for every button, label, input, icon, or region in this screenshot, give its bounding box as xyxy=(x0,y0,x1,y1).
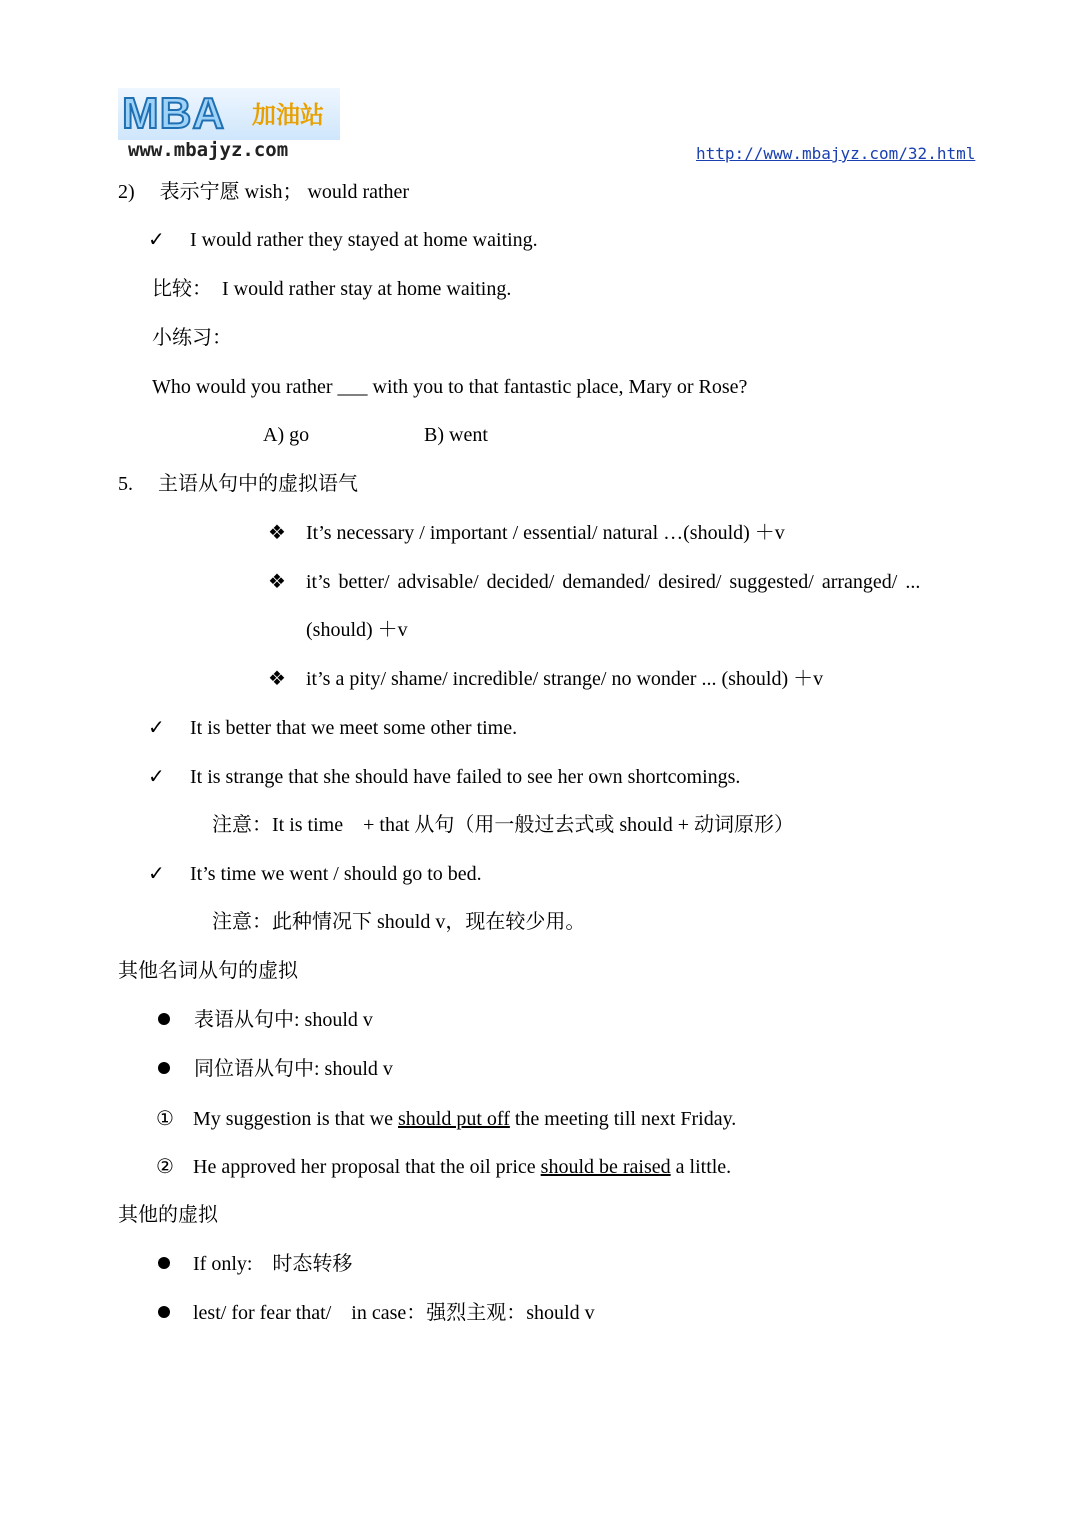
page-url-link[interactable]: http://www.mbajyz.com/32.html xyxy=(696,144,976,163)
check-icon: ✓ xyxy=(148,766,165,788)
sentence-part: the meeting till next Friday. xyxy=(509,1108,737,1130)
sentence-part: My suggestion is that we xyxy=(193,1108,398,1130)
underlined-phrase: should put off xyxy=(398,1108,510,1130)
bullet-item: lest/ for fear that/ in case：强烈主观：should v xyxy=(193,1302,595,1324)
example-sentence xyxy=(193,1155,731,1179)
diamond-bullet-icon: ❖ xyxy=(268,522,286,544)
sentence-part: a little. xyxy=(670,1156,732,1178)
sentence-part: He approved her proposal that the oil price xyxy=(193,1156,541,1178)
bullet-item: If only: 时态转移 xyxy=(193,1253,353,1275)
example-sentence: It is better that we meet some other time. xyxy=(190,717,518,739)
logo-cn-text: 加油站 xyxy=(252,101,324,129)
section-heading: 其他的虚拟 xyxy=(118,1204,218,1226)
section-heading: 2) 表示宁愿 wish； would rather xyxy=(118,181,410,203)
exercise-question: Who would you rather ___ with you to that fantastic place, Mary or Rose? xyxy=(152,376,748,398)
option-b: B) went xyxy=(424,424,488,446)
example-sentence: It is strange that she should have failed to see her own shortcomings. xyxy=(190,766,741,788)
mba-logo xyxy=(118,88,340,164)
check-icon: ✓ xyxy=(148,229,165,251)
logo-mba-text: MBA xyxy=(122,89,226,138)
diamond-bullet-icon: ❖ xyxy=(268,571,286,593)
rule-item: It’s necessary / important / essential/ natural …(should) ＋v xyxy=(306,522,785,544)
bullet-icon xyxy=(158,1062,170,1074)
underlined-phrase: should be raised xyxy=(540,1156,671,1178)
note: 注意：It is time + that 从句（用一般过去式或 should + 动词原形） xyxy=(212,814,794,836)
note: 注意：此种情况下 should v，现在较少用。 xyxy=(212,911,586,933)
check-icon: ✓ xyxy=(148,717,165,739)
circled-one-icon: ① xyxy=(156,1108,174,1130)
bullet-icon xyxy=(158,1257,170,1269)
example-sentence: I would rather they stayed at home waiting. xyxy=(190,229,538,251)
logo-url-text: www.mbajyz.com xyxy=(128,139,289,161)
rule-item: it’s a pity/ shame/ incredible/ strange/ no wonder ... (should) ＋v xyxy=(306,668,824,690)
check-icon: ✓ xyxy=(148,863,165,885)
bullet-item: 表语从句中: should v xyxy=(194,1009,373,1031)
example-sentence xyxy=(193,1107,736,1131)
bullet-item: 同位语从句中: should v xyxy=(194,1058,393,1080)
circled-two-icon: ② xyxy=(156,1156,174,1178)
rule-item: it’s better/ advisable/ decided/ demanded/ desired/ suggested/ arranged/ ... xyxy=(306,571,921,593)
bullet-icon xyxy=(158,1013,170,1025)
diamond-bullet-icon: ❖ xyxy=(268,668,286,690)
bullet-icon xyxy=(158,1306,170,1318)
exercise-label: 小练习： xyxy=(152,327,232,349)
section-heading: 其他名词从句的虚拟 xyxy=(118,960,298,982)
compare-sentence: 比较： I would rather stay at home waiting. xyxy=(152,278,512,300)
rule-item-continued: (should) ＋v xyxy=(306,619,408,641)
example-sentence: It’s time we went / should go to bed. xyxy=(190,863,482,885)
option-a: A) go xyxy=(263,424,310,446)
section-heading: 5. 主语从句中的虚拟语气 xyxy=(118,473,358,495)
